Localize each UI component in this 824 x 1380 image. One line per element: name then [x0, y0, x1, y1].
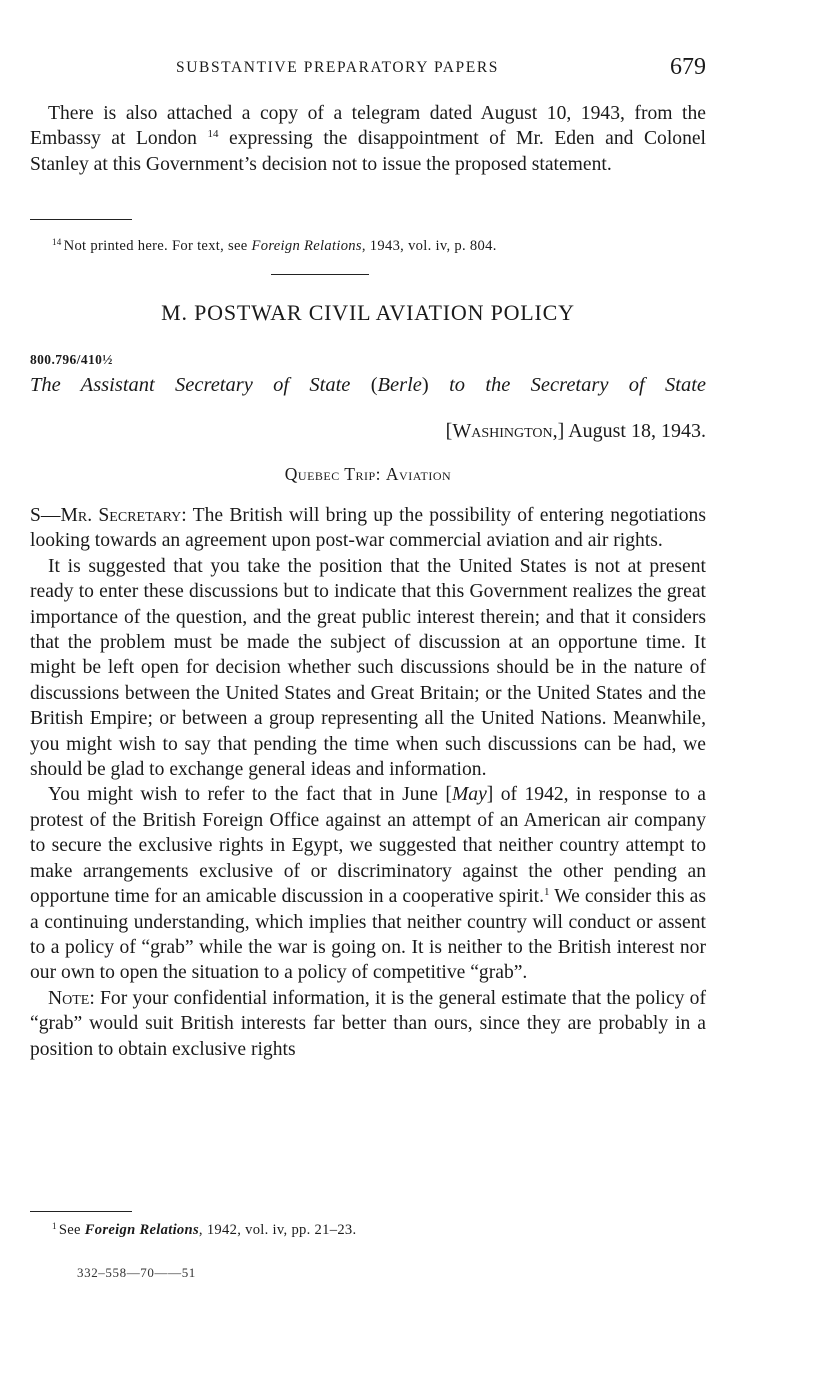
footnote-ref-1: 1 — [543, 886, 550, 899]
footnote-marker: 14 — [52, 237, 62, 247]
section-title: M. POSTWAR CIVIL AVIATION POLICY — [161, 300, 575, 325]
memo-body — [30, 503, 706, 1062]
document-page — [30, 0, 706, 1380]
running-header — [30, 56, 706, 86]
salutation: Mr. Secretary — [60, 505, 182, 526]
footnote-marker: 1 — [52, 1221, 57, 1231]
footnote-source: Foreign Relations — [251, 238, 362, 254]
paragraph-1: S—Mr. Secretary: The British will bring up the possibility of entering negotiations looking towards an agreement upon post-war commercial aviation and air rights. — [30, 505, 706, 552]
author-name: Berle — [377, 374, 422, 396]
document-heading: The Assistant Secretary of State (Berle) to the Secretary of State — [30, 374, 706, 396]
footnote-14: $^{14}$ Not printed here. For text, see Foreign Relations, 1943, vol. iv, p. 804. — [52, 237, 497, 254]
dateline: [Washington,] August 18, 1943. — [445, 420, 706, 442]
section-divider — [271, 274, 369, 275]
footnote-rule — [30, 219, 132, 220]
intro-paragraph — [30, 101, 706, 177]
page-number: 679 — [670, 54, 706, 80]
footnote-ref-14: 14 — [207, 128, 219, 141]
file-number: 800.796/410½ — [30, 352, 113, 367]
intro-text-end: expressing the disappointment of Mr. Eden and Colonel Stanley at this Government’s decision not to issue the proposed statement. — [30, 128, 707, 175]
subject-line: Quebec Trip: Aviation — [284, 464, 452, 484]
paragraph-3: You might wish to refer to the fact that in June [May] of 1942, in response to a protest of the British Foreign Office against an attempt of an American air company to secure the exclusive rights in Egypt, we suggested that neither country attempt to make arrangements exclusive of or discriminatory against the other pending an opportune time for an amicable discussion in a cooperative spirit.$^1$ We consider this as a continuing understanding, which implies that neither country will conduct or assent to a policy of “grab” while the war is going on. It is neither to the British interest nor our own to open the situation to a policy of competitive “grab”. — [30, 784, 706, 984]
footnote-source: Foreign Relations — [84, 1222, 199, 1238]
paragraph-4: Note: For your confidential information, it is the general estimate that the policy of “grab” would suit British interests far better than ours, since they are probably in a position to obtain exclusive rights — [30, 987, 706, 1060]
printer-imprint: 332–558—70——51 — [77, 1265, 196, 1280]
date: August 18, 1943. — [568, 420, 706, 442]
footnote-rule — [30, 1211, 132, 1212]
intro-text-start: There is also attached a copy of a telegram dated August 10, 1943, from the Embassy at London — [30, 103, 706, 150]
running-title: SUBSTANTIVE PREPARATORY PAPERS — [176, 59, 499, 76]
date-place: Washington, — [452, 420, 558, 442]
paragraph-2: It is suggested that you take the position that the United States is not at present ready to enter these discussions but to indicate that this Government realizes the great importance of the question, and the great public interest therein; and that it considers that the problem must be made the subject of discussion at an opportune time. It might be left open for decision whether such discussions should be in the nature of discussions between the United States and Great Britain; or the United States and the British Empire; or between a group representing all the United Nations. Meanwhile, you might wish to say that pending the time when such discussions can be had, we should be glad to exchange general ideas and information. — [30, 555, 706, 781]
footnote-1: $^1$ See Foreign Relations, 1942, vol. iv, pp. 21–23. — [52, 1221, 357, 1238]
